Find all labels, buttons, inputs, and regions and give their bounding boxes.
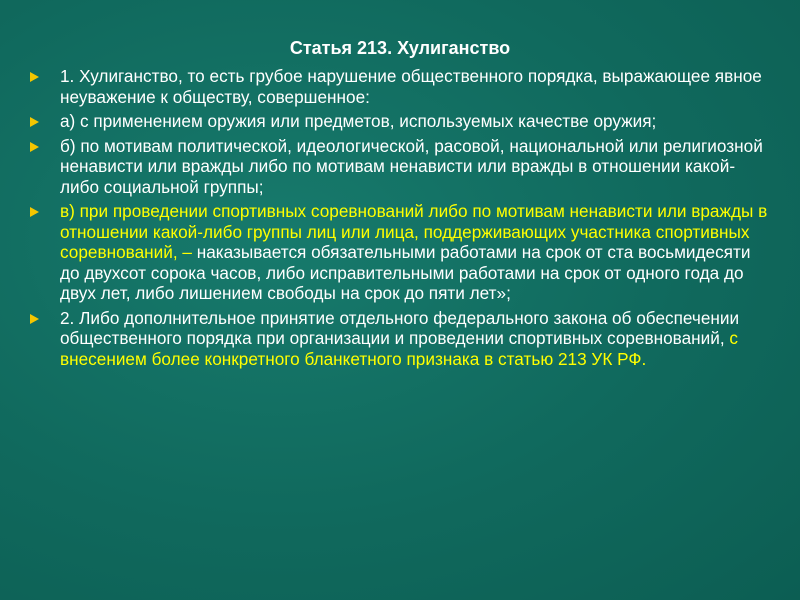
slide-title: Статья 213. Хулиганство (289, 38, 511, 58)
item-text: наказывается обязательными работами на срок от ста восьмидесяти до двухсот сорока часов, либо исправительными работами на срок от одного года до двух лет, либо лишением свободы на срок до пяти лет»; (60, 242, 751, 303)
item-text: б) по мотивам политической, идеологической, расовой, национальной или религиозной ненависти или вражды либо по мотивам ненависти или вражды в отношении какой-либо социальной группы; (60, 135, 763, 197)
bullet-list (30, 66, 770, 373)
bullet-arrow-icon (30, 72, 39, 82)
list-item (30, 136, 770, 198)
bullet-arrow-icon (30, 142, 39, 152)
list-item (30, 201, 770, 304)
item-highlight-text: с внесением более конкретного бланкетного признака в статью 213 УК РФ. (60, 328, 739, 369)
bullet-arrow-icon (30, 207, 39, 217)
list-item (30, 111, 770, 132)
item-text: а) с применением оружия или предметов, используемых качестве оружия; (60, 111, 657, 131)
list-item (30, 66, 770, 107)
list-item (30, 308, 770, 370)
bullet-arrow-icon (30, 117, 39, 127)
bullet-arrow-icon (30, 314, 39, 324)
item-highlight-text: в) при проведении спортивных соревнований либо по мотивам ненависти или вражды в отношении какой-либо группы лиц или лица, поддерживающих участника спортивных соревнований, – (60, 201, 768, 262)
item-text: 2. Либо дополнительное принятие отдельного федерального закона об обеспечении общественного порядка при организации и проведении спортивных соревнований, (60, 307, 740, 348)
item-text: 1. Хулиганство, то есть грубое нарушение общественного порядка, выражающее явное неуважение к обществу, совершенное: (60, 66, 762, 107)
